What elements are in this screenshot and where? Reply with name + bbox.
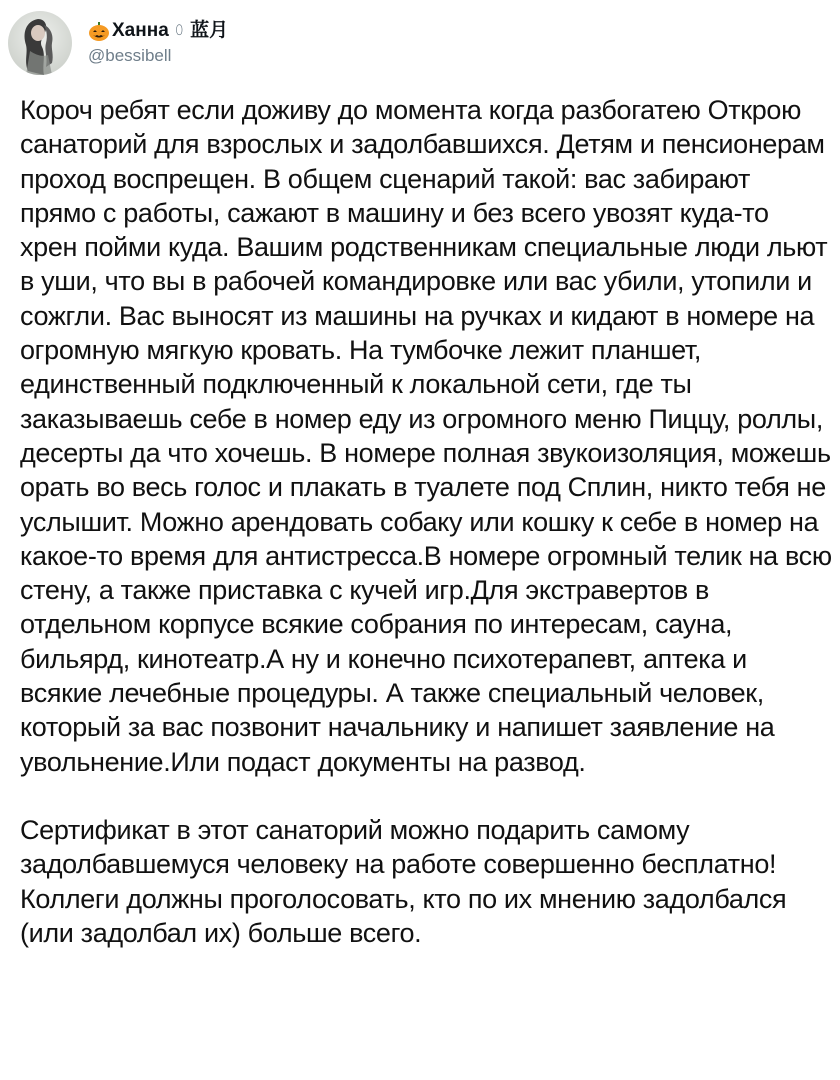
author-handle[interactable]: @bessibell <box>88 46 172 65</box>
author-display-name: Ханна <box>112 20 169 41</box>
author-name-separator: ꄲ <box>174 24 185 38</box>
author-name-extra: 蓝月 <box>190 20 229 41</box>
tweet-header <box>8 10 228 76</box>
author-name-row[interactable] <box>88 19 228 43</box>
avatar[interactable] <box>8 11 72 75</box>
tweet-paragraph: Сертификат в этот санаторий можно подарить самому задолбавшемуся человеку на работе совершенно бесплатно! Коллеги должны проголосовать, кто по их мнению задолбался (или задолбал их) больше всего. <box>20 814 787 948</box>
tweet-text <box>20 93 832 950</box>
pumpkin-icon <box>88 20 110 42</box>
avatar-image <box>8 11 72 75</box>
tweet-paragraph: Короч ребят если доживу до момента когда разбогатею Открою санаторий для взрослых и задолбавшихся. Детям и пенсионерам проход воспрещен. В общем сценарий такой: вас забирают прямо с работы, сажают в машину и без всего увозят куда-то хрен пойми куда. Вашим родственникам специальные люди льют в уши, что вы в рабочей командировке или вас убили, утопили и сожгли. Вас выносят из машины на ручках и кидают в номере на огромную мягкую кровать. На тумбочке лежит планшет, единственный подключенный к локальной сети, где ты заказываешь себе в номер еду из огромного меню Пиццу, роллы, десерты да что хочешь. В номере полная звукоизоляция, можешь орать во весь голос и плакать в туалете под Сплин, никто тебя не услышит. Можно арендовать собаку или кошку к себе в номер на какое-то время для антистресса.В номере огромный телик на всю стену, а также приставка с кучей игр.Для экстравертов в отдельном корпусе всякие собрания по интересам, сауна, бильярд, кинотеатр.А ну и конечно психотерапевт, аптека и всякие лечебные процедуры. А также специальный человек, который за вас позвонит начальнику и напишет заявление на увольнение.Или подаст документы на развод. <box>20 95 832 777</box>
